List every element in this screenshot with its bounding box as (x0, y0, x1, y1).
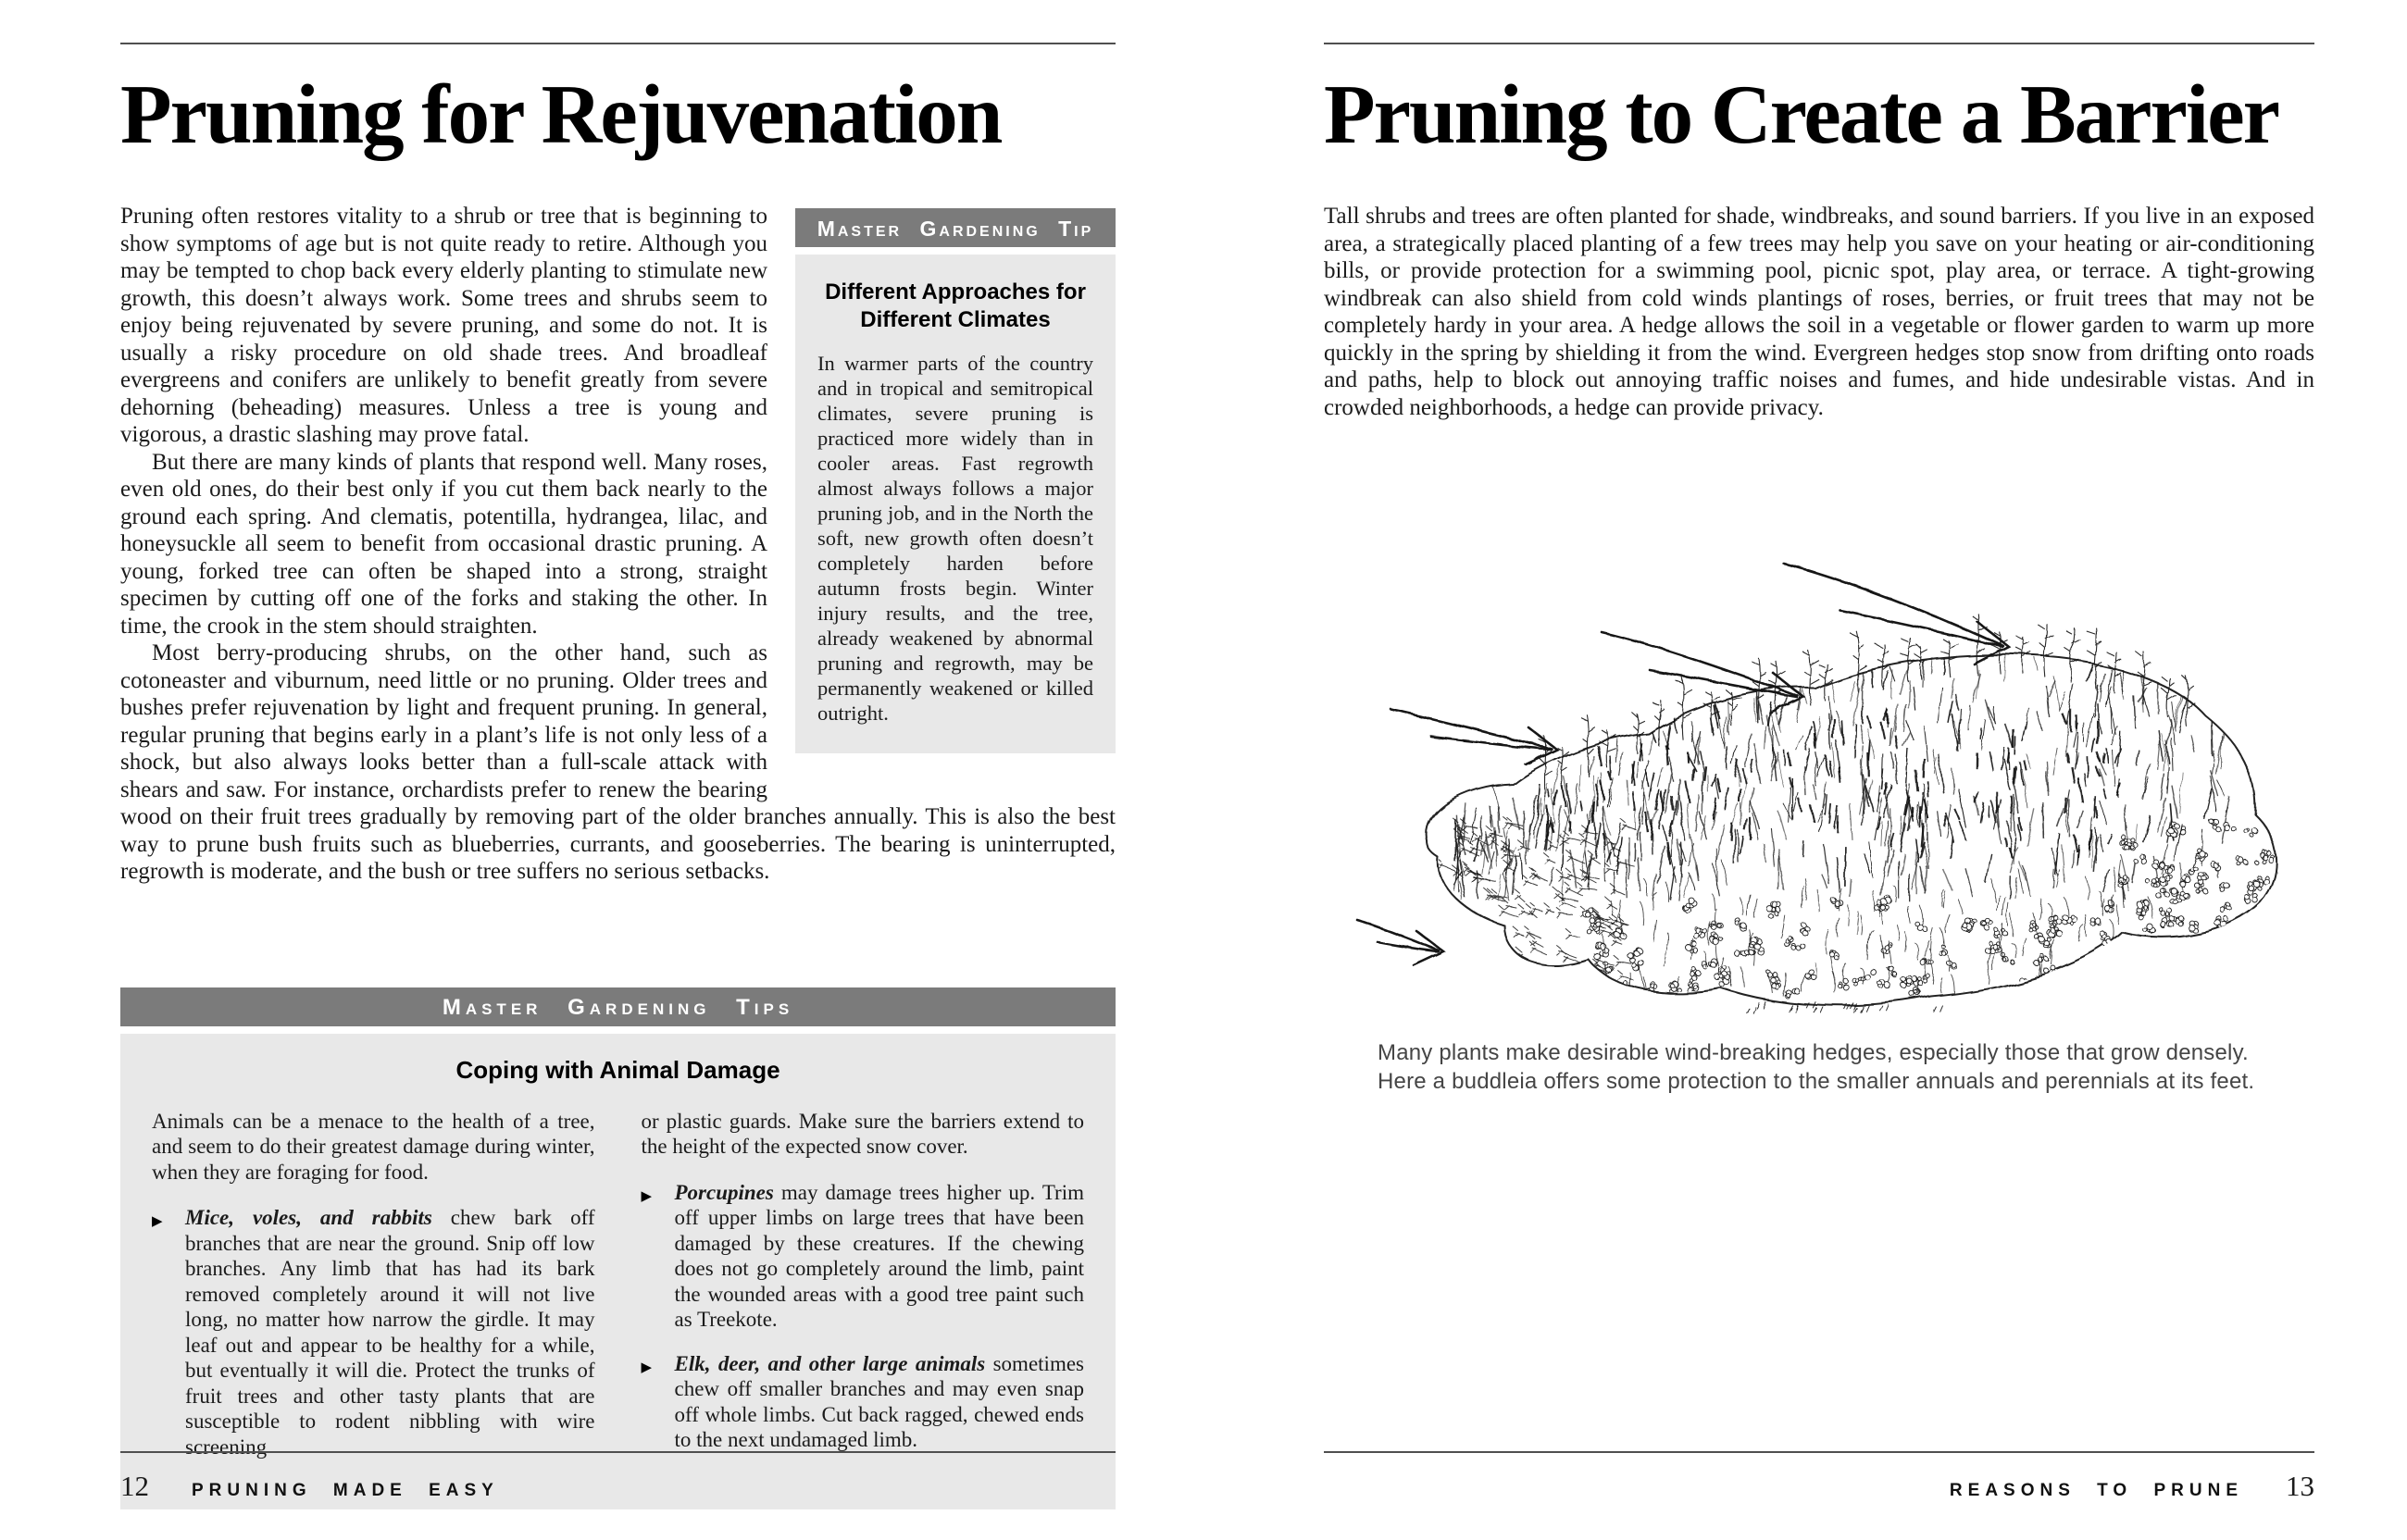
page-title-right: Pruning to Create a Barrier (1324, 68, 2278, 161)
tips-column-2 (642, 1109, 1085, 1479)
book-title-running-head: PRUNING MADE EASY (192, 1481, 499, 1500)
left-body-text (120, 203, 1116, 886)
page-number: 12 (120, 1470, 149, 1502)
bullet-text: may damage trees higher up. Trim off upper limbs on large trees that have been damaged by these creatures. If the chewing does not go completely around the limb, paint the wounded areas with a good tree paint such as Treekote. (674, 1180, 1084, 1331)
wind-arrow-icon (1784, 564, 2003, 646)
tip-bullet-elk-deer (642, 1351, 1085, 1453)
tips-continuation: or plastic guards. Make sure the barriers extend to the height of the expected snow cover. (641, 1109, 1084, 1158)
paragraph: Tall shrubs and trees are often planted for shade, windbreaks, and sound barriers. If you live in an exposed area, a strategically placed planting of a few trees may help you save on your heating or air-conditioning bills, or provide protection for a swimming pool, picnic spot, play area, or terrace. A tight-growing windbreak can also shield from cold winds plantings of roses, berries, or fruit trees that may not be completely hardy in your area. A hedge allows the soil in a vegetable or flower garden to warm up more quickly in the spring by shielding it from the wind. Evergreen hedges stop snow from drifting onto roads and paths, help to block out annoying traffic noises and fumes, and hide undesirable vistas. And in crowded neighborhoods, a hedge can provide privacy. (1324, 204, 2314, 420)
bullet-triangle-icon: ▶ (152, 1212, 163, 1229)
page-left (120, 0, 1116, 1540)
tip-box-text: In warmer parts of the country and in tropical and semitropical climates, severe pruning is practiced more widely than in cooler areas. Fast regrowth almost always follows a major pruning job, and in the North the soft, new growth often doesn’t completely harden before autumn frosts begin. Winter injury results, and the tree, already weakened by abnormal pruning and regrowth, may be permanently weakened or killed outright. (817, 352, 1093, 725)
figure-caption: Many plants make desirable wind-breaking hedges, especially those that grow densely. Here a buddleia offers some protection to the smaller annuals and perennials at its feet. (1378, 1040, 2255, 1094)
paragraph: Most berry-producing shrubs, on the other hand, such as cotoneaster and viburnum, need little or no pruning. Older trees and bushes prefer rejuvenation by light and frequent pruning. In general, regular pruning that begins early in a plant’s life is not only less of a shock, but also always looks better than a full-scale attack with shears and saw. For instance, orchardists prefer to renew the bearing wood on their fruit trees gradually by removing part of the older branches annually. This is also the best way to prune bush fruits such as blueberries, currants, and gooseberries. The bearing is uninterrupted, regrowth is moderate, and the bush or tree suffers no serious setbacks. (120, 640, 1116, 884)
tips-box-body (120, 1034, 1116, 1510)
top-rule-right (1324, 43, 2314, 44)
paragraph: Pruning often restores vitality to a shrub or tree that is beginning to show symptoms of age but is not quite ready to retire. Although you may be tempted to chop back every elderly planting to stimulate new growth, this doesn’t always work. Some trees and shrubs seem to enjoy being rejuvenated by severe pruning, and some do not. It is usually a risky procedure on old shade trees. And broadleaf evergreens and conifers are unlikely to benefit greatly from severe dehorning (beheading) measures. Unless a tree is young and vigorous, a drastic slashing may prove fatal. (120, 204, 767, 447)
bullet-lead: Mice, voles, and rabbits (185, 1206, 432, 1229)
footer-right (1324, 1451, 2314, 1503)
bullet-lead: Porcupines (674, 1180, 774, 1204)
tips-intro: Animals can be a menace to the health of a tree, and seem to do their greatest damage during winter, when they are foraging for food. (152, 1109, 595, 1184)
bullet-lead: Elk, deer, and other large animals (674, 1351, 986, 1375)
tip-bullet-porcupines (642, 1180, 1085, 1333)
wind-arrow-icon (1391, 710, 1552, 749)
bullet-triangle-icon: ▶ (641, 1358, 653, 1375)
page-title-left: Pruning for Rejuvenation (120, 68, 1002, 161)
master-gardening-tip-box (795, 208, 1116, 753)
tips-box-header: Master Gardening Tips (120, 987, 1116, 1026)
tip-box-header: Master Gardening Tip (795, 208, 1116, 247)
hedge-figure (1324, 460, 2314, 1020)
tip-box-title: Different Approaches for Different Climates (825, 279, 1086, 332)
tips-box-title: Coping with Animal Damage (455, 1055, 780, 1084)
footer-left (120, 1451, 1116, 1503)
wind-arrow-icon (1602, 632, 1798, 696)
top-rule-left (120, 43, 1116, 44)
tips-column-1 (152, 1109, 595, 1479)
bullet-text: sometimes chew off smaller branches and may even snap off whole limbs. Cut back ragged, chewed ends to the next undamaged limb. (674, 1351, 1084, 1451)
hedge-illustration (1324, 460, 2314, 1020)
bullet-text: chew bark off branches that are near the ground. Snip off low branches. Any limb that has had its bark removed completely around it will not live long, no matter how narrow the girdle. It may leaf out and appear to be healthy for a while, but eventually it will die. Protect the trunks of fruit trees and other tasty plants that are susceptible to rodent nibbling with wire screening (185, 1206, 595, 1459)
tip-bullet-mice (152, 1205, 595, 1459)
paragraph: But there are many kinds of plants that respond well. Many roses, even old ones, do their best only if you cut them back nearly to the ground each spring. And clematis, potentilla, hydrangea, lilac, and honeysuckle all seem to benefit from occasional drastic pruning. A young, forked tree can often be shaped into a strong, straight specimen by cutting off one of the forks and staking the other. In time, the crook in the stem should straighten. (120, 449, 767, 639)
chapter-running-head: REASONS TO PRUNE (1949, 1481, 2243, 1500)
bullet-triangle-icon: ▶ (641, 1186, 653, 1204)
page-number: 13 (2286, 1470, 2314, 1502)
page-right (1324, 0, 2314, 1540)
master-gardening-tips-box (120, 987, 1116, 1510)
tip-box-body (795, 255, 1116, 753)
